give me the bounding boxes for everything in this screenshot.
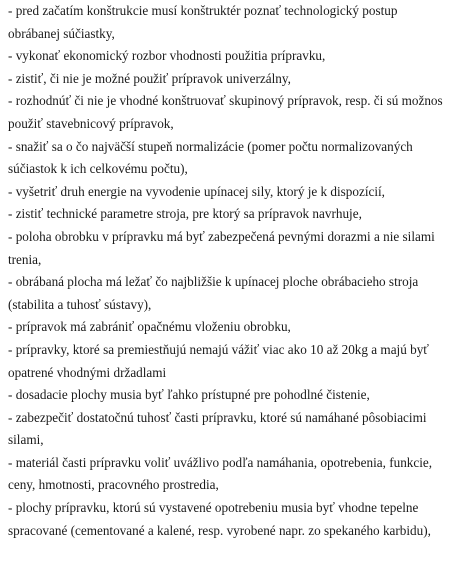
text-line: - zabezpečiť dostatočnú tuhosť časti prípravku, ktoré sú namáhané pôsobiacimi — [8, 409, 427, 425]
requirements-list — [8, 0, 459, 542]
text-line: trenia, — [8, 251, 42, 267]
text-line: - zistiť technické parametre stroja, pre ktorý sa prípravok navrhuje, — [8, 206, 362, 222]
text-line: použiť stavebnicový prípravok, — [8, 115, 174, 131]
text-line: - pred začatím konštrukcie musí konštruktér poznať technologický postup — [8, 3, 398, 18]
text-line: - prípravok má zabrániť opačnému vloženiu obrobku, — [8, 319, 291, 335]
text-line: - vyšetriť druh energie na vyvodenie upínacej sily, ktorý je k dispozícií, — [8, 183, 385, 199]
text-line: - vykonať ekonomický rozbor vhodnosti použitia prípravku, — [8, 48, 326, 64]
text-line: (stabilita a tuhosť sústavy), — [8, 296, 152, 312]
text-line: - prípravky, ktoré sa premiestňujú nemajú vážiť viac ako 10 až 20kg a majú byť — [8, 341, 429, 357]
text-line: - obrábaná plocha má ležať čo najbližšie k upínacej ploche obrábacieho stroja — [8, 274, 419, 290]
text-line: obrábanej súčiastky, — [8, 25, 115, 41]
text-line: - rozhodnúť či nie je vhodné konštruovať skupinový prípravok, resp. či sú možnos — [8, 93, 443, 109]
text-line: súčiastok k ich celkovému počtu), — [8, 161, 188, 177]
text-line: - materiál časti prípravku voliť uvážlivo podľa namáhania, opotrebenia, funkcie, — [8, 454, 433, 470]
text-line: silami, — [8, 432, 44, 448]
text-line: opatrené vhodnými držadlami — [8, 364, 167, 380]
text-line: - poloha obrobku v prípravku má byť zabezpečená pevnými dorazmi a nie silami — [8, 228, 435, 244]
text-line: - snažiť sa o čo najväčší stupeň normalizácie (pomer počtu normalizovaných — [8, 138, 413, 154]
text-line: - plochy prípravku, ktorú sú vystavené opotrebeniu musia byť vhodne tepelne — [8, 500, 419, 516]
text-line: spracované (cementované a kalené, resp. vyrobené napr. zo spekaného karbidu), — [8, 522, 431, 538]
text-line: - dosadacie plochy musia byť ľahko prístupné pre pohodlné čistenie, — [8, 387, 370, 403]
text-line: - zistiť, či nie je možné použiť prípravok univerzálny, — [8, 70, 291, 86]
text-line: ceny, hmotnosti, pracovného prostredia, — [8, 477, 219, 493]
